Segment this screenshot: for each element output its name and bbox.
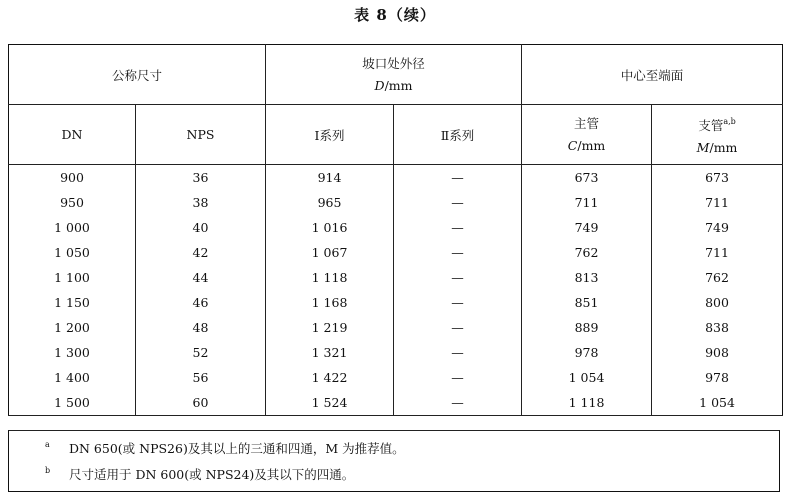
series-2-cell: — bbox=[394, 390, 522, 416]
branch-pipe-var: M bbox=[696, 139, 710, 155]
center-to-end-header: 中心至端面 bbox=[522, 45, 783, 105]
branch-pipe-header bbox=[652, 105, 783, 165]
branch-pipe-cell: 978 bbox=[652, 365, 783, 390]
main-pipe-cell: 889 bbox=[522, 315, 652, 340]
main-pipe-var: C bbox=[567, 137, 578, 153]
main-pipe-cell: 762 bbox=[522, 240, 652, 265]
table-row bbox=[9, 390, 783, 416]
series-2-cell: — bbox=[394, 290, 522, 315]
dn-cell: 1 100 bbox=[9, 265, 136, 290]
main-pipe-cell: 813 bbox=[522, 265, 652, 290]
series-1-cell: 965 bbox=[266, 190, 394, 215]
dn-cell: 1 400 bbox=[9, 365, 136, 390]
branch-pipe-unit: /mm bbox=[709, 139, 738, 155]
series-2-cell: — bbox=[394, 340, 522, 365]
series-2-cell: — bbox=[394, 365, 522, 390]
dn-cell: 1 200 bbox=[9, 315, 136, 340]
footnote-text: 尺寸适用于 DN 600(或 NPS24)及其以下的四通。 bbox=[69, 467, 355, 482]
bevel-od-unit: /mm bbox=[384, 77, 413, 93]
main-pipe-cell: 711 bbox=[522, 190, 652, 215]
main-pipe-cell: 749 bbox=[522, 215, 652, 240]
dn-cell: 900 bbox=[9, 165, 136, 191]
branch-pipe-cell: 711 bbox=[652, 190, 783, 215]
series-2-header: Ⅱ系列 bbox=[394, 105, 522, 165]
nps-header: NPS bbox=[136, 105, 266, 165]
footnotes bbox=[8, 430, 780, 492]
main-pipe-cell: 1 118 bbox=[522, 390, 652, 416]
table-row bbox=[9, 190, 783, 215]
branch-pipe-cell: 908 bbox=[652, 340, 783, 365]
nps-cell: 38 bbox=[136, 190, 266, 215]
series-1-cell: 1 168 bbox=[266, 290, 394, 315]
branch-pipe-cell: 1 054 bbox=[652, 390, 783, 416]
dn-header: DN bbox=[9, 105, 136, 165]
nps-cell: 48 bbox=[136, 315, 266, 340]
branch-pipe-unit-line bbox=[652, 137, 782, 159]
series-1-cell: 1 118 bbox=[266, 265, 394, 290]
nps-cell: 60 bbox=[136, 390, 266, 416]
branch-pipe-cell: 749 bbox=[652, 215, 783, 240]
main-pipe-unit-line bbox=[522, 135, 651, 157]
footnote-text: DN 650(或 NPS26)及其以上的三通和四通，M 为推荐值。 bbox=[69, 441, 405, 456]
series-2-cell: — bbox=[394, 240, 522, 265]
footnote-mark: a bbox=[45, 440, 50, 449]
table-row bbox=[9, 215, 783, 240]
dn-cell: 950 bbox=[9, 190, 136, 215]
series-2-cell: — bbox=[394, 315, 522, 340]
series-2-cell: — bbox=[394, 265, 522, 290]
bevel-od-label: 坡口处外径 bbox=[362, 55, 425, 71]
branch-pipe-cell: 800 bbox=[652, 290, 783, 315]
main-pipe-cell: 1 054 bbox=[522, 365, 652, 390]
series-1-header: Ⅰ系列 bbox=[266, 105, 394, 165]
dn-cell: 1 050 bbox=[9, 240, 136, 265]
branch-pipe-cell: 673 bbox=[652, 165, 783, 191]
table-row bbox=[9, 290, 783, 315]
dn-cell: 1 150 bbox=[9, 290, 136, 315]
series-2-cell: — bbox=[394, 215, 522, 240]
dn-cell: 1 500 bbox=[9, 390, 136, 416]
series-1-cell: 1 524 bbox=[266, 390, 394, 416]
series-1-cell: 1 016 bbox=[266, 215, 394, 240]
spec-table bbox=[8, 44, 783, 416]
header-row-2 bbox=[9, 105, 783, 165]
nps-cell: 42 bbox=[136, 240, 266, 265]
header-row-1 bbox=[9, 45, 783, 105]
main-pipe-cell: 851 bbox=[522, 290, 652, 315]
branch-pipe-footnote-marks: a,b bbox=[723, 116, 736, 126]
series-1-cell: 914 bbox=[266, 165, 394, 191]
nominal-size-header: 公称尺寸 bbox=[9, 45, 266, 105]
nps-cell: 36 bbox=[136, 165, 266, 191]
main-pipe-cell: 978 bbox=[522, 340, 652, 365]
table-row bbox=[9, 265, 783, 290]
main-pipe-cell: 673 bbox=[522, 165, 652, 191]
dn-cell: 1 300 bbox=[9, 340, 136, 365]
series-1-cell: 1 422 bbox=[266, 365, 394, 390]
nps-cell: 40 bbox=[136, 215, 266, 240]
nps-cell: 44 bbox=[136, 265, 266, 290]
branch-pipe-cell: 838 bbox=[652, 315, 783, 340]
main-pipe-unit: /mm bbox=[577, 137, 606, 153]
nps-cell: 52 bbox=[136, 340, 266, 365]
table-row bbox=[9, 165, 783, 191]
nps-cell: 46 bbox=[136, 290, 266, 315]
table-row bbox=[9, 365, 783, 390]
series-1-cell: 1 219 bbox=[266, 315, 394, 340]
series-1-cell: 1 067 bbox=[266, 240, 394, 265]
table-row bbox=[9, 315, 783, 340]
series-2-cell: — bbox=[394, 190, 522, 215]
branch-pipe-cell: 762 bbox=[652, 265, 783, 290]
branch-pipe-cell: 711 bbox=[652, 240, 783, 265]
table-row bbox=[9, 340, 783, 365]
main-pipe-label: 主管 bbox=[574, 115, 600, 131]
table-row bbox=[9, 240, 783, 265]
dn-cell: 1 000 bbox=[9, 215, 136, 240]
table-title: 表 8（续） bbox=[354, 6, 436, 24]
nps-cell: 56 bbox=[136, 365, 266, 390]
footnote-mark: b bbox=[45, 466, 51, 475]
bevel-od-header bbox=[266, 45, 522, 105]
main-pipe-header bbox=[522, 105, 652, 165]
branch-pipe-label: 支管 bbox=[698, 117, 724, 133]
bevel-od-var: D bbox=[374, 77, 385, 93]
branch-pipe-label-line bbox=[652, 111, 782, 137]
series-2-cell: — bbox=[394, 165, 522, 191]
series-1-cell: 1 321 bbox=[266, 340, 394, 365]
bevel-od-unit-line bbox=[266, 75, 521, 97]
